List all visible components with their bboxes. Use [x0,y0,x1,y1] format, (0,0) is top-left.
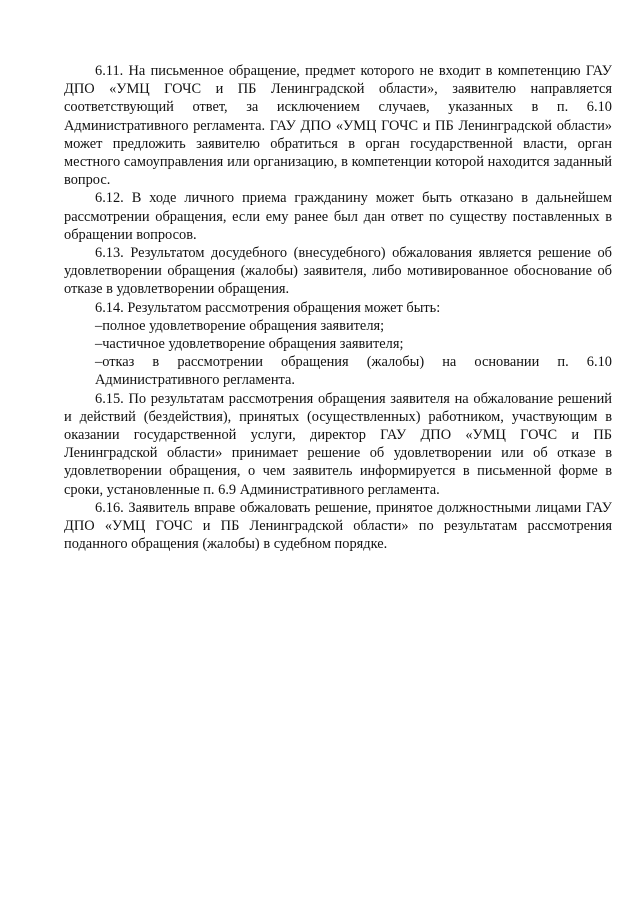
list-item-full-satisfaction: –полное удовлетворение обращения заявителя; [95,317,385,334]
paragraph-6-16: 6.16. Заявитель вправе обжаловать решение, принятое должностными лицами ГАУ ДПО «УМЦ ГОЧС и ПБ Ленинградской области» по результатам рассмотрения поданного обращения (жалобы) в судебном порядке. [64,499,612,553]
paragraph-6-12: 6.12. В ходе личного приема гражданину может быть отказано в дальнейшем рассмотрении обращения, если ему ранее был дан ответ по существу поставленных в обращении вопросов. [64,190,612,243]
list-item-partial-satisfaction: –частичное удовлетворение обращения заявителя; [95,336,404,353]
paragraph-6-13: 6.13. Результатом досудебного (внесудебного) обжалования является решение об удовлетворении обращения (жалобы) заявителя, либо мотивированное обоснование об отказе в удовлетворении обращения. [64,245,612,298]
paragraph-6-11: 6.11. На письменное обращение, предмет которого не входит в компетенцию ГАУ ДПО «УМЦ ГОЧС и ПБ Ленинградской области», заявителю направляется соответствующий ответ, за исключением случаев, указанных в п. 6.10 Административного регламента. ГАУ ДПО «УМЦ ГОЧС и ПБ Ленинградской области» может предложить заявителю обратиться в орган государственной власти, орган местного самоуправления или организацию, в компетенции которой находится заданный вопрос. [64,63,612,189]
paragraph-6-14: 6.14. Результатом рассмотрения обращения может быть: [95,299,441,316]
paragraph-6-15: 6.15. По результатам рассмотрения обращения заявителя на обжалование решений и действий (бездействия), принятых (осуществленных) работником, участвующим в оказании государственной услуги, директор ГАУ ДПО «УМЦ ГОЧС и ПБ Ленинградской области» принимает решение об удовлетворении или об отказе в удовлетворении обращения, о чем заявитель информируется в письменной форме в сроки, установленные п. 6.9 Административного регламента. [64,390,612,498]
list-item-refusal: –отказ в рассмотрении обращения (жалобы) на основании п. 6.10 Административного регламента. [95,354,612,389]
document-page [64,62,612,553]
